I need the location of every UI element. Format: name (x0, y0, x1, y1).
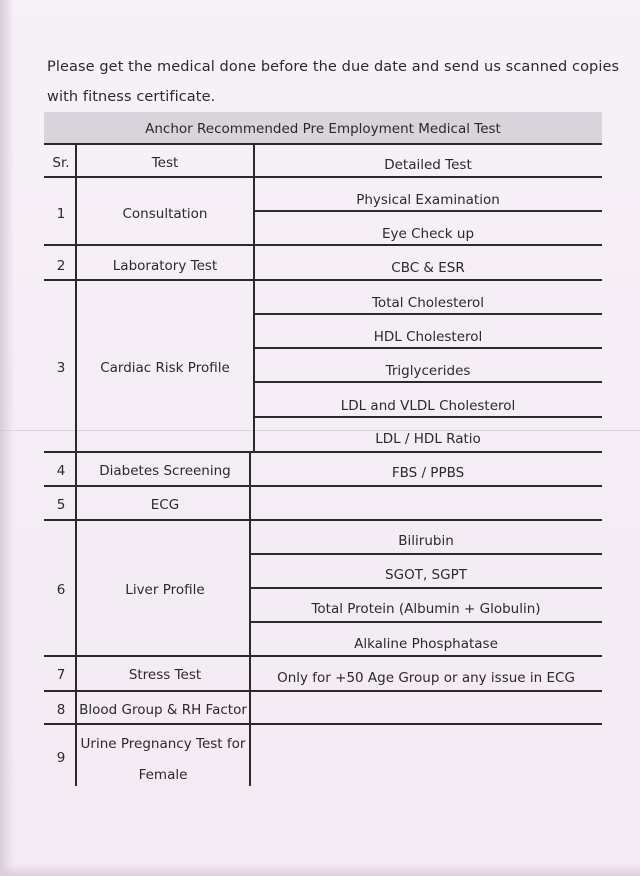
header-sr: Sr. (52, 155, 70, 171)
row-1-sr: 1 (56, 206, 66, 222)
intro-line-1: Please get the medical done before the due date and send us scanned copies (47, 59, 620, 75)
table-rule (44, 143, 602, 145)
subrow-rule (254, 416, 602, 418)
row-2-sr: 2 (56, 258, 66, 274)
row-9-test-line-2: Female (138, 767, 188, 783)
subrow-rule (254, 381, 602, 383)
row-6-detail-3: Total Protein (Albumin + Globulin) (311, 601, 541, 617)
subrow-rule (250, 621, 602, 623)
table-rule (44, 655, 602, 657)
row-5-sr: 5 (56, 497, 66, 513)
row-3-detail-4: LDL and VLDL Cholesterol (340, 398, 516, 414)
subrow-rule (254, 210, 602, 212)
table-title: Anchor Recommended Pre Employment Medical Test (44, 112, 602, 143)
table-rule (44, 690, 602, 692)
row-2-detail-1: CBC & ESR (391, 260, 465, 276)
row-7-test: Stress Test (128, 667, 202, 683)
subrow-rule (250, 553, 602, 555)
intro-line-2: with fitness certificate. (47, 89, 216, 105)
table-rule (44, 244, 602, 246)
row-6-detail-1: Bilirubin (398, 533, 454, 549)
paper-bottom-shadow (0, 864, 640, 876)
intro-paragraph (47, 52, 620, 112)
row-2-test: Laboratory Test (112, 258, 218, 274)
paper-edge-shadow (0, 0, 14, 876)
row-5-test: ECG (150, 497, 180, 513)
subrow-rule (254, 313, 602, 315)
row-1-test: Consultation (122, 206, 208, 222)
table-rule (44, 485, 602, 487)
row-6-detail-2: SGOT, SGPT (385, 567, 467, 583)
row-1-detail-2: Eye Check up (381, 226, 475, 242)
table-rule (44, 451, 602, 453)
row-4-detail-1: FBS / PPBS (391, 465, 465, 481)
row-3-detail-5: LDL / HDL Ratio (375, 431, 481, 447)
row-3-sr: 3 (56, 360, 66, 376)
row-6-detail-4: Alkaline Phosphatase (354, 636, 498, 652)
row-4-sr: 4 (56, 463, 66, 479)
row-7-detail-1: Only for +50 Age Group or any issue in ECG (277, 670, 575, 686)
row-9-sr: 9 (56, 750, 66, 766)
table-rule (44, 723, 602, 725)
row-9-test-line-1: Urine Pregnancy Test for (80, 736, 246, 752)
row-8-sr: 8 (56, 702, 66, 718)
table-rule (44, 279, 602, 281)
table-rule (44, 176, 602, 178)
header-test: Test (151, 155, 179, 171)
row-6-sr: 6 (56, 582, 66, 598)
row-3-detail-2: HDL Cholesterol (373, 329, 483, 345)
row-8-test: Blood Group & RH Factor (79, 702, 247, 718)
table-rule (44, 519, 602, 521)
row-3-detail-1: Total Cholesterol (371, 295, 484, 311)
header-detailed-test: Detailed Test (384, 157, 472, 173)
row-7-sr: 7 (56, 667, 66, 683)
row-6-test: Liver Profile (125, 582, 205, 598)
row-1-detail-1: Physical Examination (356, 192, 500, 208)
subrow-rule (254, 347, 602, 349)
row-3-detail-3: Triglycerides (385, 363, 471, 379)
row-3-test: Cardiac Risk Profile (100, 360, 230, 376)
row-4-test: Diabetes Screening (99, 463, 231, 479)
subrow-rule (250, 587, 602, 589)
